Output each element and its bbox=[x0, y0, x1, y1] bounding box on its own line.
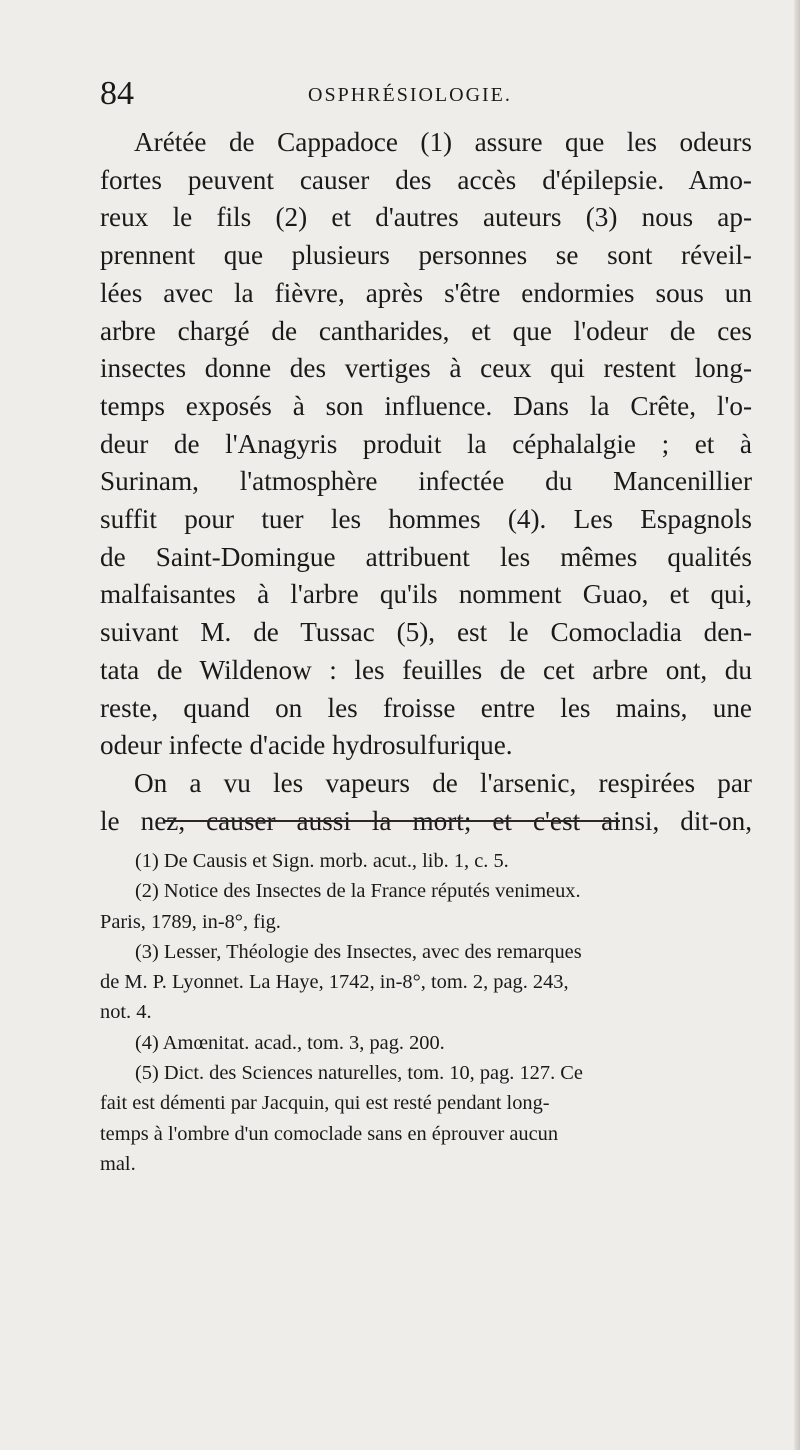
text-line: malfaisantes à l'arbre qu'ils nomment Guao, et qui, bbox=[100, 579, 752, 610]
footnote-line: (5) Dict. des Sciences naturelles, tom. 10, pag. 127. Ce bbox=[135, 1062, 583, 1085]
footnote-line: (4) Amœnitat. acad., tom. 3, pag. 200. bbox=[135, 1031, 445, 1054]
text-line: reste, quand on les froisse entre les mains, une bbox=[100, 692, 752, 723]
text-line: suffit pour tuer les hommes (4). Les Espagnols bbox=[100, 504, 752, 535]
footnote-line: de M. P. Lyonnet. La Haye, 1742, in-8°, tom. 2, pag. 243, bbox=[100, 971, 569, 994]
text-line: odeur infecte d'acide hydrosulfurique. bbox=[100, 730, 513, 761]
text-line: lées avec la fièvre, après s'être endormies sous un bbox=[100, 277, 752, 308]
footnote-3 bbox=[100, 937, 755, 1028]
footnote-line: (2) Notice des Insectes de la France réputés venimeux. bbox=[135, 880, 581, 903]
page-header bbox=[100, 74, 740, 114]
text-line: fortes peuvent causer des accès d'épilepsie. Amo- bbox=[100, 164, 752, 195]
text-line: deur de l'Anagyris produit la céphalalgie ; et à bbox=[100, 428, 752, 459]
footnote-line: not. 4. bbox=[100, 1001, 152, 1024]
page-edge bbox=[794, 0, 800, 1450]
page-number: 84 bbox=[100, 75, 134, 112]
main-text bbox=[100, 124, 752, 840]
text-line: de Saint-Domingue attribuent les mêmes qualités bbox=[100, 541, 752, 572]
text-line: temps exposés à son influence. Dans la Crête, l'o- bbox=[100, 390, 752, 421]
footnote-line: (1) De Causis et Sign. morb. acut., lib. 1, c. 5. bbox=[135, 850, 509, 872]
footnote-line: temps à l'ombre d'un comoclade sans en éprouver aucun bbox=[100, 1122, 559, 1145]
footnotes bbox=[100, 846, 755, 1179]
footnote-line: (3) Lesser, Théologie des Insectes, avec des remarques bbox=[135, 940, 582, 963]
footnote-5 bbox=[100, 1058, 755, 1179]
text-line: Surinam, l'atmosphère infectée du Mancenillier bbox=[100, 466, 752, 497]
text-line: prennent que plusieurs personnes se sont réveil- bbox=[100, 240, 752, 271]
text-line: insectes donne des vertiges à ceux qui restent long- bbox=[100, 353, 752, 384]
text-line: reux le fils (2) et d'autres auteurs (3) nous ap- bbox=[100, 202, 752, 233]
footnote-divider bbox=[165, 820, 620, 822]
footnote-line: Paris, 1789, in-8°, fig. bbox=[100, 910, 281, 933]
text-line: arbre chargé de cantharides, et que l'odeur de ces bbox=[100, 315, 752, 346]
footnote-4 bbox=[100, 1028, 755, 1058]
footnote-line: fait est démenti par Jacquin, qui est resté pendant long- bbox=[100, 1092, 550, 1115]
footnote-1 bbox=[100, 846, 755, 876]
running-title: OSPHRÉSIOLOGIE. bbox=[308, 84, 512, 106]
text-line: On a vu les vapeurs de l'arsenic, respirées par bbox=[134, 767, 752, 798]
footnote-2 bbox=[100, 876, 755, 937]
text-line: Arétée de Cappadoce (1) assure que les odeurs bbox=[134, 127, 752, 157]
footnote-line: mal. bbox=[100, 1152, 136, 1175]
text-line: suivant M. de Tussac (5), est le Comocladia den- bbox=[100, 617, 752, 648]
text-line: tata de Wildenow : les feuilles de cet arbre ont, du bbox=[100, 654, 752, 685]
text-line: le nez, causer aussi la mort; et c'est ainsi, dit-on, bbox=[100, 805, 752, 836]
